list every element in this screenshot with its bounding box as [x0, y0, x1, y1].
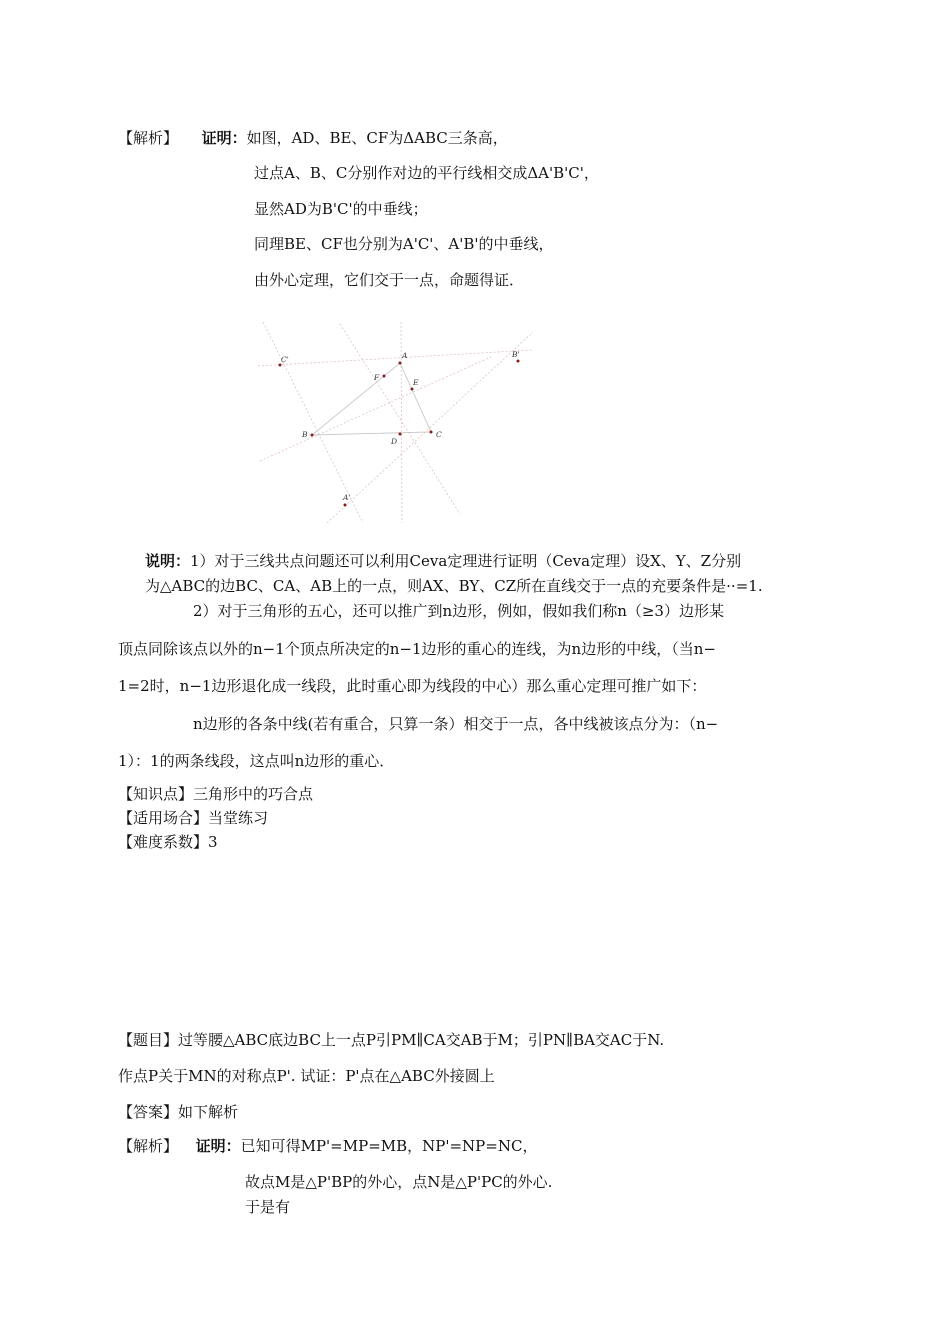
note-line-2: 为△ABC的边BC、CA、AB上的一点，则AX、BY、CZ所在直线交于一点的充要条件是··=1.: [145, 577, 763, 595]
analysis-tag: 【解析】: [118, 129, 179, 147]
point-d: [399, 433, 402, 436]
label-a-prime: A': [343, 493, 351, 502]
analysis-line-5: 由外心定理，它们交于一点，命题得证．: [254, 271, 525, 289]
solution-tag: 【解析】: [118, 1137, 179, 1155]
solution-line-3: 于是有: [245, 1198, 291, 1216]
altitude-be: [260, 356, 493, 461]
point-e: [411, 388, 414, 391]
note-line-7: 1）：1的两条线段，这点叫n边形的重心．: [118, 752, 395, 770]
point-b-prime: [517, 360, 520, 363]
geometry-figure: [255, 318, 535, 528]
point-b: [311, 434, 314, 437]
analysis-text-1: 如图，AD、BE、CF为ΔABC三条高，: [246, 129, 508, 147]
note-line-6: n边形的各条中线(若有重合，只算一条）相交于一点，各中线被该点分为：（n−: [193, 715, 719, 733]
problem-line-1: 【题目】过等腰△ABC底边BC上一点P引PM∥CA交AB于M；引PN∥BA交AC于N.: [118, 1031, 665, 1049]
analysis-line-2: 过点A、B、C分别作对边的平行线相交成ΔA'B'C'，: [254, 164, 599, 182]
solution-line-1: [118, 1136, 537, 1156]
point-f: [383, 375, 386, 378]
answer-line: 【答案】如下解析: [118, 1103, 239, 1121]
note-line-3: 2）对于三角形的五心，还可以推广到n边形，例如，假如我们称n（≥3）边形某: [193, 602, 724, 620]
note-line-5: 1=2时，n−1边形退化成一线段，此时重心即为线段的中心）那么重心定理可推广如下：: [118, 677, 707, 695]
difficulty: 【难度系数】3: [118, 833, 218, 851]
occasion: 【适用场合】当堂练习: [118, 809, 269, 827]
problem-line-2: 作点P关于MN的对称点P'. 试证：P'点在△ABC外接圆上: [118, 1067, 495, 1085]
proof-label: 证明：: [201, 129, 247, 147]
point-a: [399, 362, 402, 365]
analysis-line-4: 同理BE、CF也分别为A'C'、A'B'的中垂线，: [254, 235, 554, 253]
solution-line-2: 故点M是△P'BP的外心，点N是△P'PC的外心.: [245, 1173, 553, 1191]
label-c: C: [436, 430, 442, 439]
label-f: F: [374, 373, 380, 382]
analysis-line-3: 显然AD为B'C'的中垂线；: [254, 200, 428, 218]
analysis-line-1: [118, 128, 508, 148]
label-c-prime: C': [281, 355, 289, 364]
note-line-1: [145, 551, 741, 571]
label-b: B: [302, 430, 308, 439]
note-text-1: 1）对于三线共点问题还可以利用Ceva定理进行证明（Ceva定理）设X、Y、Z分别: [190, 552, 742, 570]
label-e: E: [413, 378, 419, 387]
solution-proof-label: 证明：: [195, 1137, 241, 1155]
label-d: D: [391, 437, 398, 446]
triangle-abc: [312, 363, 431, 435]
note-line-4: 顶点同除该点以外的n−1个顶点所决定的n−1边形的重心的连线，为n边形的中线，（当n−: [118, 640, 716, 658]
note-label: 说明：: [145, 552, 191, 570]
point-a-prime: [344, 504, 347, 507]
label-a: A: [402, 351, 408, 360]
knowledge-point: 【知识点】三角形中的巧合点: [118, 785, 314, 803]
line-a1b1: [327, 332, 533, 523]
altitude-cf: [340, 324, 460, 514]
label-b-prime: B': [512, 350, 520, 359]
point-c: [430, 431, 433, 434]
line-b1c1: [258, 350, 532, 366]
solution-text-1: 已知可得MP'=MP=MB，NP'=NP=NC，: [240, 1137, 538, 1155]
